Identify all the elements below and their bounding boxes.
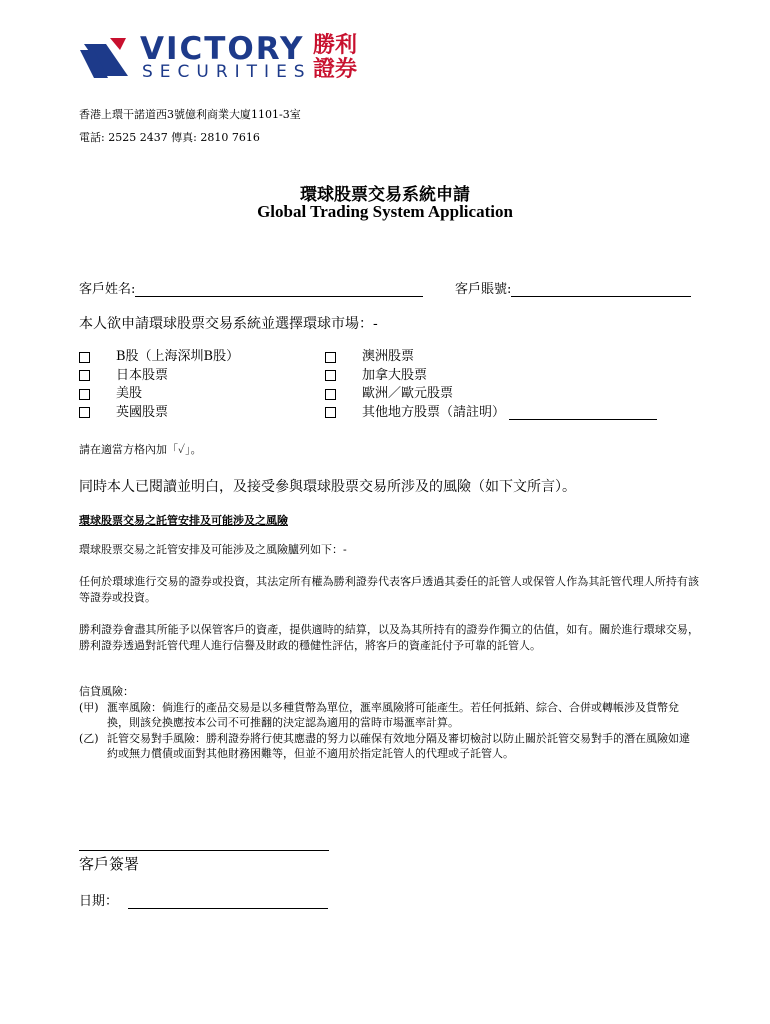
title-english: Global Trading System Application: [257, 202, 513, 221]
logo-chinese-line2: 證券: [313, 57, 358, 82]
signature-label: 客戶簽署: [79, 855, 140, 873]
checkbox[interactable]: [325, 370, 336, 381]
market-selection-intro: 本人欲申請環球股票交易系統並選擇環球市場：-: [79, 316, 378, 332]
other-market-input[interactable]: [509, 405, 657, 420]
option-europe-stocks: 歐洲／歐元股票: [325, 385, 657, 404]
checkbox[interactable]: [79, 352, 90, 363]
option-uk-stocks: 英國股票: [79, 404, 239, 423]
checkbox[interactable]: [79, 370, 90, 381]
credit-risk-item: (乙) 託管交易對手風險：勝利證券將行使其應盡的努力以確保有效地分隔及審切檢討以防止關於託管交易對手的潛在風險如違約或無力償債或面對其他財務困難等，但並不適用於指定託管人的代理或子託管人。: [79, 731, 690, 760]
credit-risk-section: [79, 684, 699, 762]
risk-paragraph-1: 任何於環球進行交易的證券或投資，其法定所有權為勝利證券代表客戶透過其委任的託管人或保管人作為其託管代理人所持有該等證券或投資。: [79, 575, 699, 604]
risk-section-title: 環球股票交易之託管安排及可能涉及之風險: [79, 514, 288, 527]
date-label: 日期：: [79, 894, 119, 909]
checkbox[interactable]: [79, 407, 90, 418]
logo-chinese-line1: 勝利: [313, 33, 358, 58]
checkbox-note: 請在適當方格內加「✓」。: [79, 443, 202, 456]
account-no-field: [455, 278, 691, 297]
client-name-input[interactable]: [135, 282, 423, 297]
company-phone-fax: 電話: 2525 2437 傳真: 2810 7616: [79, 131, 260, 144]
risk-acknowledgement: 同時本人已閱讀並明白，及接受參與環球股票交易所涉及的風險（如下文所言）。: [79, 479, 576, 495]
credit-risk-item: (甲) 滙率風險：倘進行的產品交易是以多種貨幣為單位，滙率風險將可能產生。若任何抵銷、綜合、合併或轉帳涉及貨幣兌換，則該兌換應按本公司不可推翻的決定認為適用的當時市場滙率計算。: [79, 700, 679, 729]
market-options-right: [325, 348, 657, 422]
credit-risk-title: 信貸風險：: [79, 685, 134, 698]
logo-wordmark-securities: SECURITIES: [142, 62, 312, 82]
client-name-label: 客戶姓名:: [79, 282, 136, 297]
option-canada-stocks: 加拿大股票: [325, 367, 657, 386]
risk-intro: 環球股票交易之託管安排及可能涉及之風險臚列如下：-: [79, 543, 347, 556]
company-address: 香港上環干諾道西3號億利商業大廈1101-3室: [79, 108, 301, 121]
option-us-stocks: 美股: [79, 385, 239, 404]
account-no-input[interactable]: [511, 282, 691, 297]
date-field: [79, 890, 328, 909]
logo-wordmark-victory: VICTORY: [140, 31, 305, 67]
logo-chinese-name: [313, 34, 357, 82]
checkbox[interactable]: [79, 389, 90, 400]
victory-logo-mark-icon: [80, 36, 132, 82]
option-japan-stocks: 日本股票: [79, 367, 239, 386]
date-input[interactable]: [128, 894, 328, 909]
checkbox[interactable]: [325, 407, 336, 418]
market-options-left: [79, 348, 239, 422]
checkbox[interactable]: [325, 389, 336, 400]
option-b-shares: B股（上海深圳B股）: [79, 348, 239, 367]
option-other-stocks: 其他地方股票（請註明）: [325, 404, 657, 423]
checkbox[interactable]: [325, 352, 336, 363]
risk-paragraph-2: 勝利證券會盡其所能予以保管客戶的資產，提供適時的結算，以及為其所持有的證券作獨立的估值，如有。關於進行環球交易，勝利證券透過對託管代理人進行信譽及財政的穩健性評估，將客戶的資產託付予可靠的託管人。: [79, 623, 699, 652]
option-australia-stocks: 澳洲股票: [325, 348, 657, 367]
signature-line[interactable]: [79, 850, 329, 851]
client-name-field: [79, 278, 423, 297]
account-no-label: 客戶賬號:: [455, 282, 512, 297]
title-chinese: 環球股票交易系統申請: [300, 185, 470, 205]
